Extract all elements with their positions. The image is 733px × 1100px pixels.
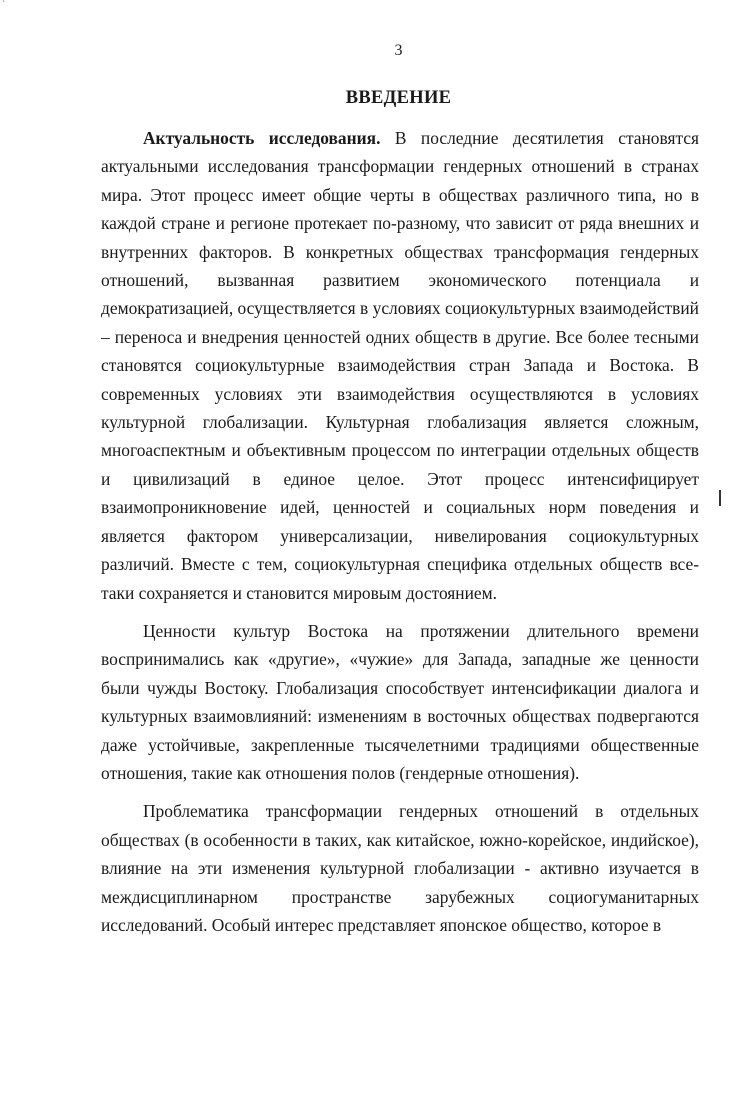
body-text (101, 124, 699, 949)
paragraph-2 (101, 617, 699, 787)
paragraph-text: Ценности культур Востока на протяжении длительного времени воспринимались как «другие», «чужие» для Запада, западные же ценности были чужды Востоку. Глобализация способствует интенсификации диалога и культурных взаимовлияний: изменениям в восточных обществах подвергаются даже устойчивые, закрепленные тысячелетними традициями общественные отношения, такие как отношения полов (гендерные отношения). (101, 620, 699, 783)
paragraph-text: Проблематика трансформации гендерных отношений в отдельных обществах (в особенности в таких, как китайское, южно-корейское, индийское), влияние на эти изменения культурной глобализации - активно изучается в междисциплинарном пространстве зарубежных социогуманитарных исследований. Особый интерес представляет японское общество, которое в (101, 801, 699, 935)
scan-artifact: ` (2, 0, 6, 11)
margin-mark (719, 490, 721, 506)
page-number: 3 (394, 42, 403, 59)
paragraph-text: В последние десятилетия становятся актуальными исследования трансформации гендерных отношений в странах мира. Этот процесс имеет общие черты в обществах различного типа, но в каждой стране и регионе протекает по-разному, что зависит от ряда внешних и внутренних факторов. В конкретных обществах трансформация гендерных отношений, вызванная развитием экономического потенциала и демократизацией, осуществляется в условиях социокультурных взаимодействий – переноса и внедрения ценностей одних обществ в другие. Все более тесными становятся социокультурные взаимодействия стран Запада и Востока. В современных условиях эти взаимодействия осуществляются в условиях культурной глобализации. Культурная глобализация является сложным, многоаспектным и объективным процессом по интеграции отдельных обществ и цивилизаций в единое целое. Этот процесс интенсифицирует взаимопроникновение идей, ценностей и социальных норм поведения и является фактором универсализации, нивелирования социокультурных различий. Вместе с тем, социокультурная специфика отдельных обществ все-таки сохраняется и становится мировым достоянием. (101, 128, 700, 603)
paragraph-lead: Актуальность исследования. (143, 128, 381, 148)
page-title: ВВЕДЕНИЕ (345, 88, 452, 108)
paragraph-1 (101, 124, 699, 607)
paragraph-3 (101, 797, 699, 939)
